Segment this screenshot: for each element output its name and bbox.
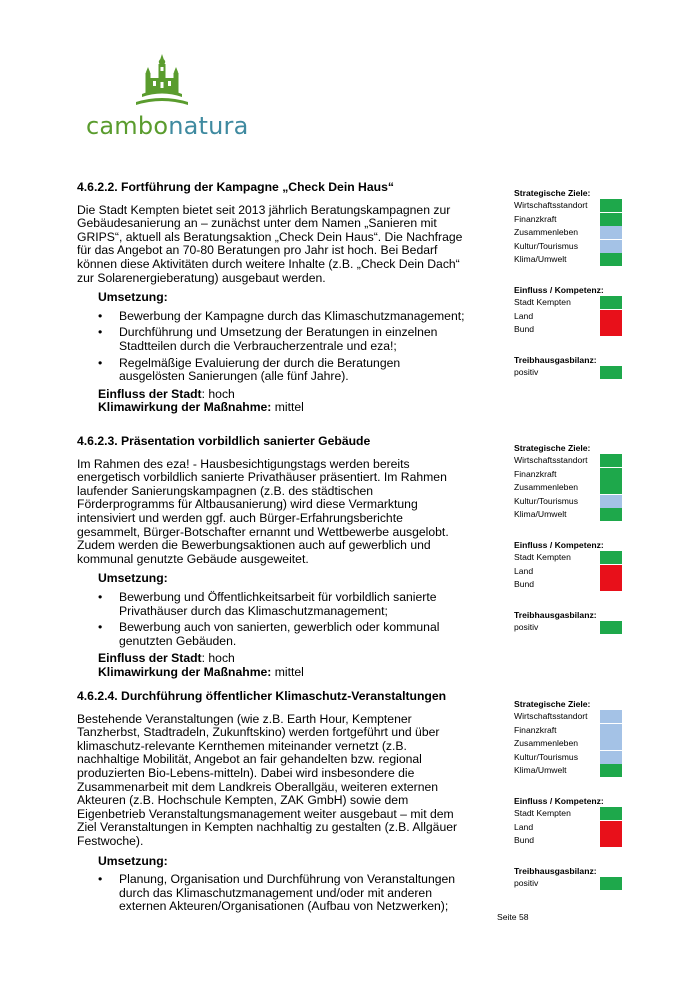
castle-icon xyxy=(134,50,190,110)
rating-box xyxy=(600,834,622,847)
page-number: Seite 58 xyxy=(497,912,529,922)
list-item: • Durchführung und Umsetzung der Beratungen in einzelnen Stadtteilen durch die Verbraucherzentrale und eza!; xyxy=(119,326,469,353)
ziel-row: Kultur/Tourismus xyxy=(514,240,624,254)
rating-box xyxy=(600,468,622,481)
ziel-row: Klima/Umwelt xyxy=(514,253,624,267)
section-title: 4.6.2.4. Durchführung öffentlicher Klimaschutz-Veranstaltungen xyxy=(77,689,447,703)
rating-box xyxy=(600,296,622,309)
rating-box xyxy=(600,253,622,266)
sidebar-assessment-2 xyxy=(514,442,624,634)
umsetzung-heading: Umsetzung: xyxy=(98,290,168,305)
rating-box xyxy=(600,710,622,723)
bilanz-heading: Treibhausgasbilanz: xyxy=(514,354,597,365)
klimawirkung-value: mittel xyxy=(274,664,304,679)
ziele-heading: Strategische Ziele: xyxy=(514,188,591,198)
rating-box xyxy=(600,565,622,578)
section-title: 4.6.2.3. Präsentation vorbildlich sanierter Gebäude xyxy=(77,434,371,448)
ziel-row: Kultur/Tourismus xyxy=(514,751,624,765)
klimawirkung-line xyxy=(98,666,469,680)
ziel-row: Wirtschaftsstandort xyxy=(514,199,624,213)
ziel-row: Zusammenleben xyxy=(514,481,624,495)
rating-box xyxy=(600,508,622,521)
rating-box xyxy=(600,621,622,634)
rating-box xyxy=(600,724,622,737)
rating-box xyxy=(600,481,622,494)
rating-box xyxy=(600,551,622,564)
list-item: • Bewerbung und Öffentlichkeitsarbeit für vorbildlich sanierte Privathäuser durch das Klimaschutzmanagement; xyxy=(119,591,469,618)
kompetenz-heading: Einfluss / Kompetenz: xyxy=(514,795,604,806)
klimawirkung-line xyxy=(98,401,469,415)
kompetenz-row: Stadt Kempten xyxy=(514,296,624,310)
rating-box xyxy=(600,366,622,379)
ziel-row: Finanzkraft xyxy=(514,213,624,227)
section-intro: Bestehende Veranstaltungen (wie z.B. Earth Hour, Kemptener Tanzherbst, Stadtradeln, Zukunftskino) werden fortgeführt und über klimaschutz-relevante Kernthemen miteinander vernetzt (z.B. nachhaltige Mobilität, Angebot an fair gehandelten bzw. regional produzierten Bio-Lebens-mitteln). Dabei wird insbesondere die Zusammenarbeit mit dem Landkreis Oberallgäu, weiteren externen Akteuren (z.B. Hochschule Kempten, ZAK GmbH) sowie dem Eigenbetrieb Veranstaltungsmanagement weiter ausgebaut – mit dem Ziel Veranstaltungen in Kempten nachhaltig zu gestalten (z.B. Allgäuer Festwoche). xyxy=(77,711,458,848)
rating-box xyxy=(600,226,622,239)
rating-box xyxy=(600,751,622,764)
section-intro: Die Stadt Kempten bietet seit 2013 jährlich Beratungskampagnen zur Gebäudesanierung an – zunächst unter dem Namen „Sanieren mit GRIPS“, aktuell als Beratungsaktion „Check Dein Haus“. Die Nachfrage für das Angebot an 70-80 Beratungen pro Jahr ist hoch. Bei Bedarf können diese Aktivitäten durch weitere Inhalte (z.B. „Check Dein Dach“ zur Solarenergieberatung) ausgebaut werden. xyxy=(77,202,463,285)
kompetenz-row: Stadt Kempten xyxy=(514,807,624,821)
cambonatura-logo xyxy=(86,50,249,140)
ziel-row: Finanzkraft xyxy=(514,468,624,482)
rating-box xyxy=(600,821,622,834)
list-item: • Planung, Organisation und Durchführung von Veranstaltungen durch das Klimaschutzmanagement und/oder mit anderen externen Akteuren/Organisationen (Aufbau von Netzwerken); xyxy=(119,873,469,914)
ziel-row: Zusammenleben xyxy=(514,226,624,240)
ziele-heading: Strategische Ziele: xyxy=(514,699,591,709)
einfluss-value: hoch xyxy=(208,386,235,401)
list-item: • Bewerbung auch von sanierten, gewerblich oder kommunal genutzten Gebäuden. xyxy=(119,621,469,648)
einfluss-label: Einfluss der Stadt xyxy=(98,386,202,401)
bilanz-heading: Treibhausgasbilanz: xyxy=(514,609,597,620)
bilanz-row: positiv xyxy=(514,366,624,380)
einfluss-value: hoch xyxy=(208,651,235,666)
section-intro: Im Rahmen des eza! - Hausbesichtigungstags werden bereits energetisch vorbildlich sanierte Privathäuser präsentiert. Im Rahmen laufender Sanierungskampagnen (z.B. des städtischen Förderprogramms für Altbausanierung) wird diese Vermarktung intensiviert und werden ggf. auch Bürger-Erfahrungsberichte gesammelt, Bürger-Botschafter ernannt und Wettbewerbe ausgelobt. Zudem werden die Bewerbungsaktionen auch auf gewerblich und kommunal genutzte Gebäude ausgeweitet. xyxy=(77,456,449,566)
rating-box xyxy=(600,213,622,226)
rating-box xyxy=(600,764,622,777)
kompetenz-row: Stadt Kempten xyxy=(514,551,624,565)
einfluss-line: Einfluss der Stadt: hoch xyxy=(98,386,235,401)
rating-box xyxy=(600,807,622,820)
bilanz-row: positiv xyxy=(514,621,624,635)
logo-text xyxy=(86,112,249,140)
sidebar-assessment-3 xyxy=(514,698,624,890)
sidebar-assessment-1 xyxy=(514,187,624,379)
einfluss-line: Einfluss der Stadt: hoch xyxy=(98,651,235,666)
bullet-list xyxy=(77,873,469,914)
logo-text-part1: cambo xyxy=(86,112,169,140)
ziel-row: Kultur/Tourismus xyxy=(514,495,624,509)
kompetenz-heading: Einfluss / Kompetenz: xyxy=(514,539,604,550)
list-item: • Bewerbung der Kampagne durch das Klimaschutzmanagement; xyxy=(119,310,469,324)
bilanz-row: positiv xyxy=(514,877,624,891)
klimawirkung-value: mittel xyxy=(274,400,304,415)
kompetenz-row: Land xyxy=(514,821,624,835)
rating-box xyxy=(600,877,622,890)
rating-box xyxy=(600,323,622,336)
kompetenz-row: Land xyxy=(514,565,624,579)
ziel-row: Finanzkraft xyxy=(514,724,624,738)
rating-box xyxy=(600,578,622,591)
kompetenz-heading: Einfluss / Kompetenz: xyxy=(514,284,604,295)
rating-box xyxy=(600,240,622,253)
bullet-list xyxy=(77,591,469,648)
list-item: • Regelmäßige Evaluierung der durch die Beratungen ausgelösten Sanierungen (alle fünf Jahre). xyxy=(119,357,469,384)
rating-box xyxy=(600,310,622,323)
rating-box xyxy=(600,495,622,508)
ziele-heading: Strategische Ziele: xyxy=(514,443,591,453)
rating-box xyxy=(600,199,622,212)
section-4-6-2-3 xyxy=(77,435,469,680)
bilanz-heading: Treibhausgasbilanz: xyxy=(514,865,597,876)
ziel-row: Klima/Umwelt xyxy=(514,764,624,778)
logo-text-part2: natura xyxy=(168,112,249,140)
kompetenz-row: Bund xyxy=(514,834,624,848)
ziel-row: Wirtschaftsstandort xyxy=(514,710,624,724)
bullet-list xyxy=(77,310,469,384)
ziel-row: Wirtschaftsstandort xyxy=(514,454,624,468)
section-4-6-2-2 xyxy=(77,181,469,415)
rating-box xyxy=(600,737,622,750)
ziel-row: Klima/Umwelt xyxy=(514,508,624,522)
kompetenz-row: Bund xyxy=(514,323,624,337)
rating-box xyxy=(600,454,622,467)
section-title: 4.6.2.2. Fortführung der Kampagne „Check Dein Haus“ xyxy=(77,180,394,194)
ziel-row: Zusammenleben xyxy=(514,737,624,751)
kompetenz-row: Bund xyxy=(514,578,624,592)
section-4-6-2-4 xyxy=(77,690,469,917)
umsetzung-heading: Umsetzung: xyxy=(98,571,168,586)
klimawirkung-label: Klimawirkung der Maßnahme: xyxy=(98,664,272,679)
kompetenz-row: Land xyxy=(514,310,624,324)
einfluss-label: Einfluss der Stadt xyxy=(98,651,202,666)
klimawirkung-label: Klimawirkung der Maßnahme: xyxy=(98,400,272,415)
umsetzung-heading: Umsetzung: xyxy=(98,853,168,868)
